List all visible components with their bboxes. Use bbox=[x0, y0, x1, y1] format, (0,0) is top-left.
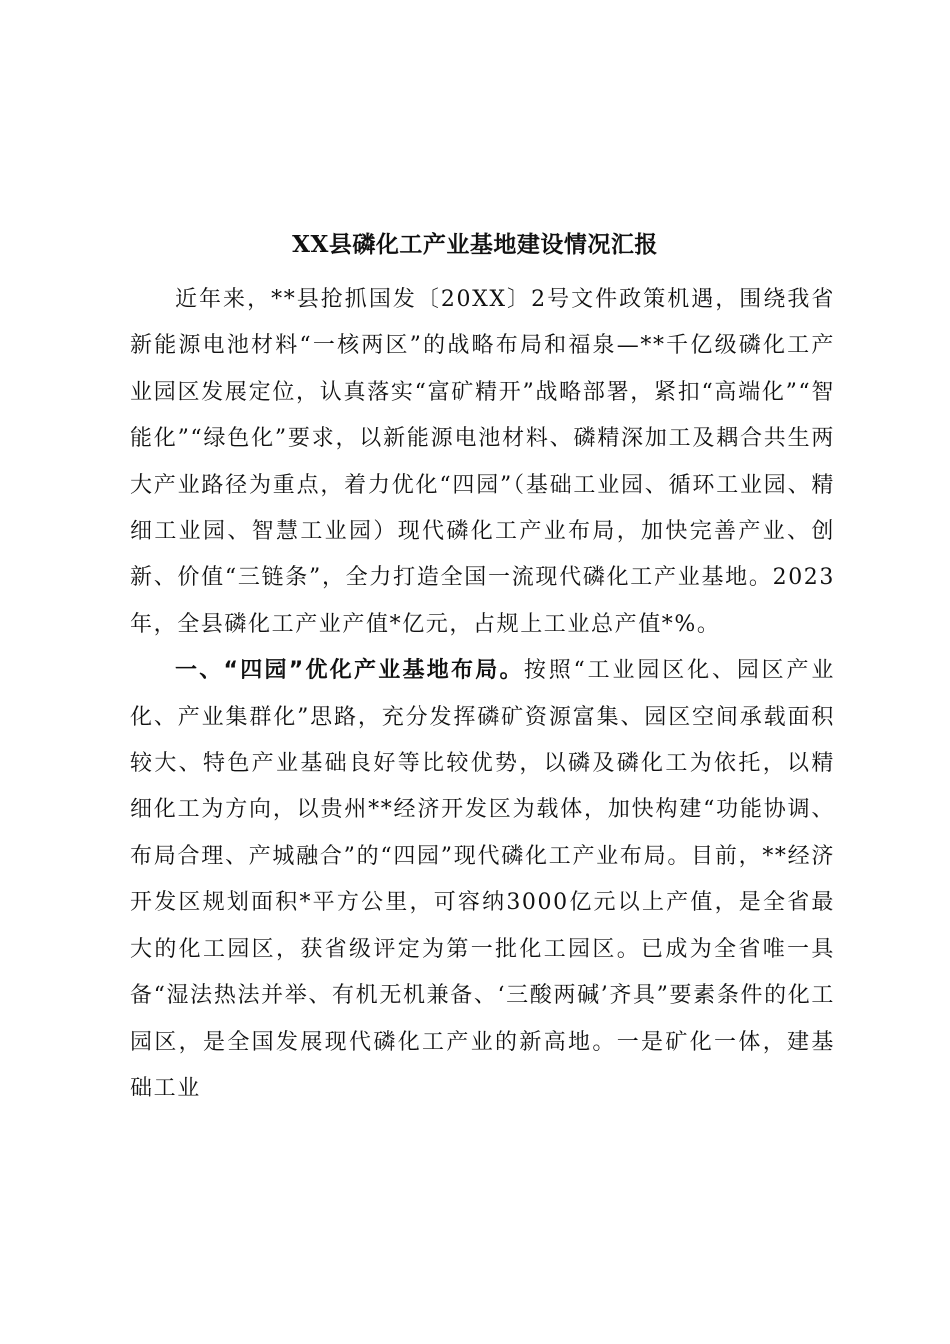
section-one-paragraph bbox=[130, 648, 835, 1112]
intro-paragraph bbox=[130, 277, 835, 648]
intro-paragraph-text: 近年来，**县抢抓国发〔20XX〕2号文件政策机遇，围绕我省新能源电池材料“一核两区”的战略布局和福泉—**千亿级磷化工产业园区发展定位，认真落实“富矿精开”战略部署，紧扣“高端化”“智能化”“绿色化”要求，以新能源电池材料、磷精深加工及耦合共生两大产业路径为重点，着力优化“四园”（基础工业园、循环工业园、精细工业园、智慧工业园）现代磷化工产业布局，加快完善产业、创新、价值“三链条”，全力打造全国一流现代磷化工产业基地。2023年，全县磷化工产业产值*亿元，占规上工业总产值*%。 bbox=[130, 287, 835, 637]
document-title: XX县磷化工产业基地建设情况汇报 bbox=[292, 231, 658, 258]
section-one-heading: 一、“四园”优化产业基地布局。 bbox=[175, 658, 524, 684]
section-one-text: 按照“工业园区化、园区产业化、产业集群化”思路，充分发挥磷矿资源富集、园区空间承载面积较大、特色产业基础良好等比较优势，以磷及磷化工为依托，以精细化工为方向，以贵州**经济开发区为载体，加快构建“功能协调、布局合理、产城融合”的“四园”现代磷化工产业布局。目前，**经济开发区规划面积*平方公里，可容纳3000亿元以上产值，是全省最大的化工园区，获省级评定为第一批化工园区。已成为全省唯一具备“湿法热法并举、有机无机兼备、‘三酸两碱’齐具”要素条件的化工园区，是全国发展现代磷化工产业的新高地。一是矿化一体，建基础工业 bbox=[130, 658, 835, 1101]
document-body bbox=[130, 277, 835, 1112]
